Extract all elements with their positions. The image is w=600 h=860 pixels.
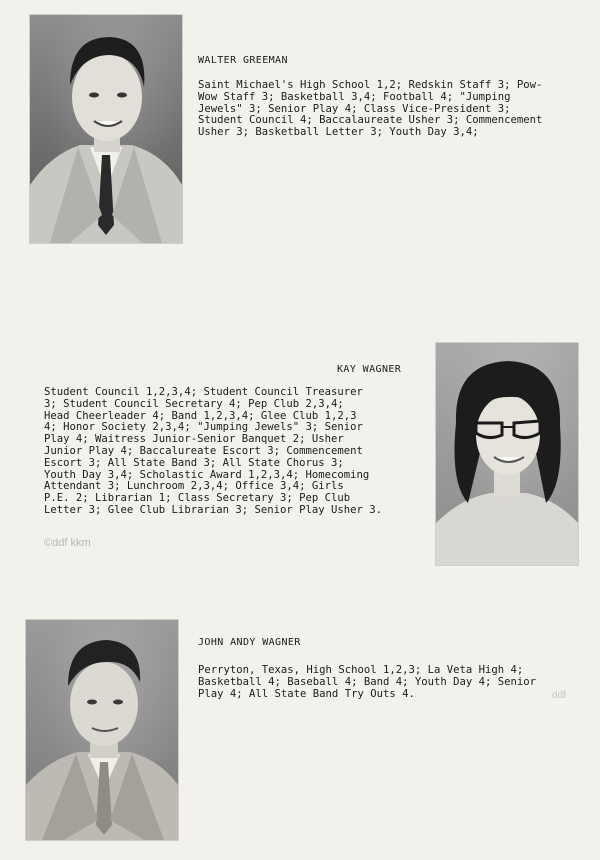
student-name: KAY WAGNER <box>337 364 402 375</box>
student-bio: Student Council 1,2,3,4; Student Council Treasurer 3; Student Council Secretary 4; Pep Club 2,3,4; Head Cheerleader 4; Band 1,2,3,4; Glee Club 1,2,3 4; Honor Society 2,3,4; "Jumping Jewels" 3; Senior Play 4; Waitress Junior-Senior Banquet 2; Usher Junior Play 4; Baccalureate Escort 3; Commencement Escort 3; All State Band 3; All State Chorus 3; Youth Day 3,4; Scholastic Award 1,2,3,4; Homecoming Attendant 3; Lunchroom 2,3,4; Office 3,4; Girls P.E. 2; Librarian 1; Class Secretary 3; Pep Club Letter 3; Glee Club Librarian 3; Senior Play Usher 3. <box>44 386 383 516</box>
student-bio: Saint Michael's High School 1,2; Redskin Staff 3; Pow- Wow Staff 3; Basketball 3,4; Football 4; "Jumping Jewels" 3; Senior Play 4; Class Vice-President 3; Student Council 4; Baccalaureate Usher 3; Commencement Usher 3; Basketball Letter 3; Youth Day 3,4; <box>198 79 543 139</box>
student-photo-walter <box>30 15 182 243</box>
student-name: JOHN ANDY WAGNER <box>198 637 301 648</box>
student-photo-john <box>26 620 178 840</box>
student-photo-kay <box>436 343 578 565</box>
portrait-image <box>26 620 178 840</box>
student-bio: Perryton, Texas, High School 1,2,3; La Veta High 4; Basketball 4; Baseball 4; Band 4; Youth Day 4; Senior Play 4; All State Band Try Outs 4. <box>198 664 537 700</box>
portrait-image <box>436 343 578 565</box>
student-name: WALTER GREEMAN <box>198 55 288 66</box>
portrait-image <box>30 15 182 243</box>
watermark: ©ddf kkm <box>44 537 91 549</box>
watermark-small: ddf <box>552 690 566 701</box>
